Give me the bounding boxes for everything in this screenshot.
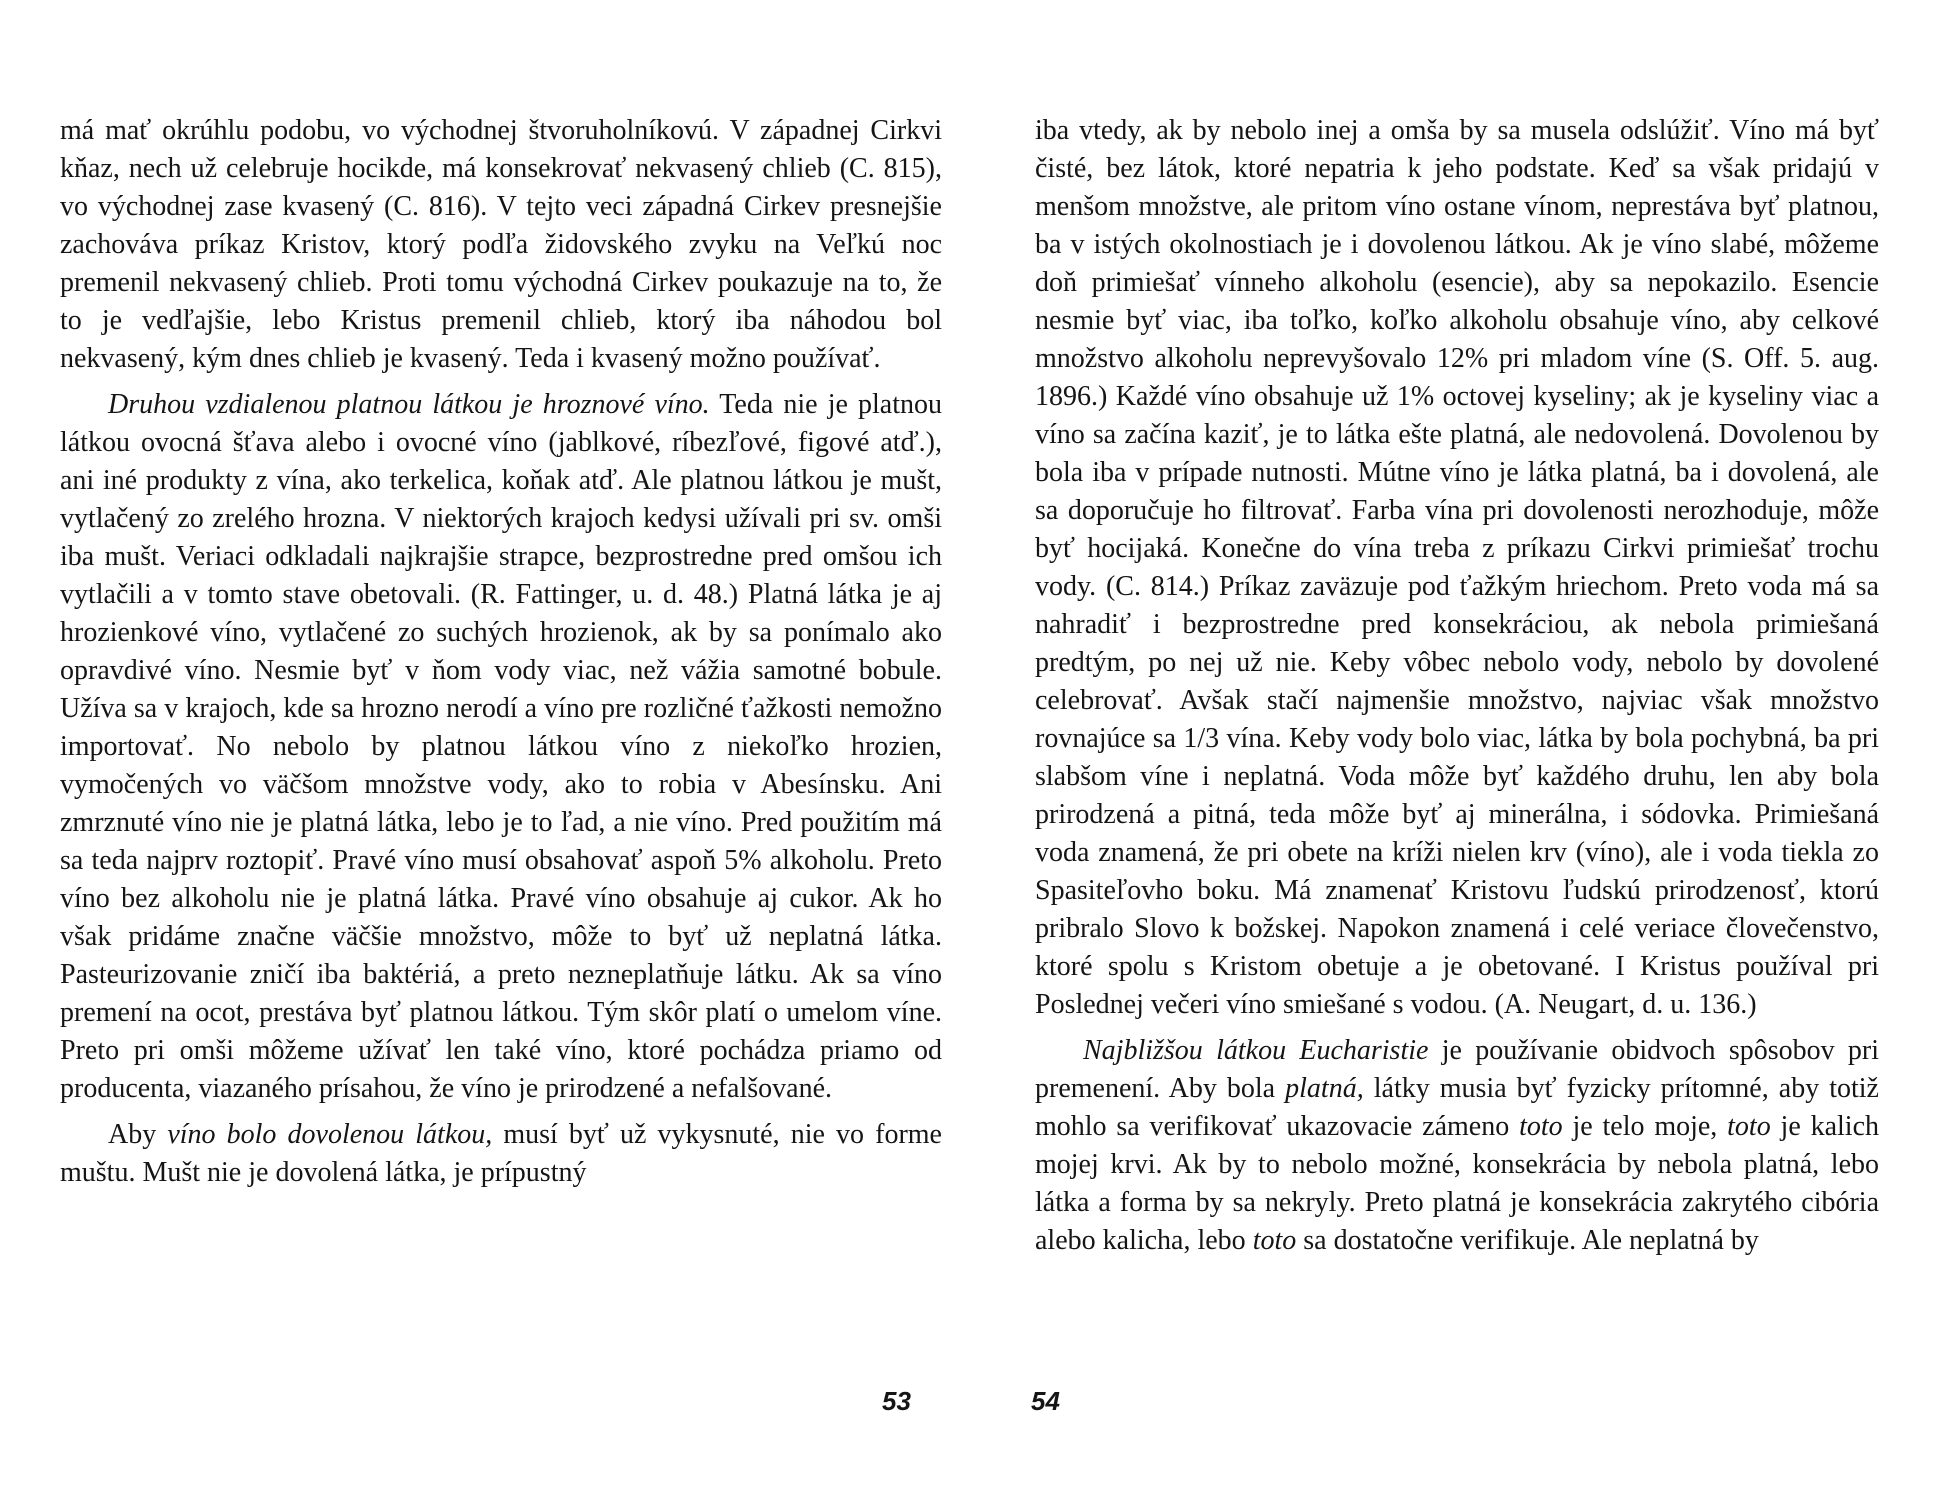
page-number: 53 <box>882 1386 911 1416</box>
left-paragraph-1 <box>60 112 942 378</box>
right-p2-seg1: Najbližšou látkou Eucharistie <box>1083 1035 1429 1066</box>
right-p1-seg1: iba vtedy, ak by nebolo inej a omša by sa musela odslúžiť. Víno má byť čisté, bez látok, ktoré nepatria k jeho podstate. Keď sa však pridajú v menšom množstve, ale pritom víno ostane vínom, neprestáva byť platnou, ba v istých okolnostiach je i dovolenou látkou. Ak je víno slabé, môžeme doň primiešať vínneho alkoholu (esencie), aby sa nepokazilo. Esencie nesmie byť viac, iba toľko, koľko alkoholu obsahuje víno, aby celkové množstvo alkoholu neprevyšovalo 12% pri mladom víne (S. Off. 5. aug. 1896.) Každé víno obsahuje už 1% octovej kyseliny; ak je kyseliny viac a víno sa začína kaziť, je to látka ešte platná, ale nedovolená. Dovolenou by bola iba v prípade nutnosti. Mútne víno je látka platná, ba i dovolená, ale sa doporučuje ho filtrovať. Farba vína pri dovolenosti nerozhoduje, môže byť hocijaká. Konečne do vína treba z príkazu Cirkvi primiešať trochu vody. (C. 814.) Príkaz zaväzuje pod ťažkým hriechom. Preto voda má sa nahradiť i bezprostredne pred konsekráciou, ak nebola primiešaná predtým, po nej už nie. Keby vôbec nebolo vody, nebolo by dovolené celebrovať. Avšak stačí najmenšie množstvo, najviac však množstvo rovnajúce sa 1/3 vína. Keby vody bolo viac, látka by bola pochybná, ba pri slabšom víne i neplatná. Voda môže byť každého druhu, len aby bola prirodzená a pitná, teda môže byť aj minerálna, i sódovka. Primiešaná voda znamená, že pri obete na kríži nielen krv (víno), ale i voda tiekla zo Spasiteľovho boku. Má znamenať Kristovu ľudskú prirodzenosť, ktorú pribralo Slovo k božskej. Napokon znamená i celé veriace človečenstvo, ktoré spolu s Kristom obetuje a je obetované. I Kristus používal pri Poslednej večeri víno smiešané s vodou. (A. Neugart, d. u. 136.) <box>1035 115 1879 1020</box>
right-p2-seg2: je používanie obidvoch spôsobov pri premenení. Aby bola <box>1035 1035 1880 1104</box>
right-p2-seg7: toto <box>1727 1111 1771 1142</box>
left-page-text <box>60 112 942 1200</box>
left-p1-seg1: má mať okrúhlu podobu, vo východnej štvoruholníkovú. V západnej Cirkvi kňaz, nech už celebruje hocikde, má konsekrovať nekvasený chlieb (C. 815), vo východnej zase kvasený (C. 816). V tejto veci západná Cirkev presnejšie zachováva príkaz Kristov, ktorý podľa židovského zvyku na Veľkú noc premenil nekvasený chlieb. Proti tomu východná Cirkev poukazuje na to, že to je vedľajšie, lebo Kristus premenil chlieb, ktorý iba náhodou bol nekvasený, kým dnes chlieb je kvasený. Teda i kvasený možno používať. <box>60 115 942 374</box>
right-page <box>971 0 1942 1500</box>
left-paragraph-2 <box>60 386 942 1108</box>
right-paragraph-1 <box>1035 112 1879 1024</box>
left-p2-seg2: Teda nie je platnou látkou ovocná šťava alebo i ovocné víno (jablkové, ríbezľové, figové atď.), ani iné produkty z vína, ako terkelica, koňak atď. Ale platnou látkou je mušt, vytlačený zo zrelého hrozna. V niektorých krajoch kedysi užívali pri sv. omši iba mušt. Veriaci odkladali najkrajšie strapce, bezprostredne pred omšou ich vytlačili a v tomto stave obetovali. (R. Fattinger, u. d. 48.) Platná látka je aj hrozienkové víno, vytlačené zo suchých hrozienok, ak by sa ponímalo ako opravdivé víno. Nesmie byť v ňom vody viac, než vážia samotné bobule. Užíva sa v krajoch, kde sa hrozno nerodí a víno pre rozličné ťažkosti nemožno importovať. No nebolo by platnou látkou víno z niekoľko hrozien, vymočených vo väčšom množstve vody, ako to robia v Abesínsku. Ani zmrznuté víno nie je platná látka, lebo je to ľad, a nie víno. Pred použitím má sa teda najprv roztopiť. Pravé víno musí obsahovať aspoň 5% alkoholu. Preto víno bez alkoholu nie je platná látka. Pravé víno obsahuje aj cukor. Ak ho však pridáme značne väčšie množstvo, môže to byť už neplatná látka. Pasteurizovanie zničí iba baktériá, a preto nezneplatňuje látku. Ak sa víno premení na ocot, prestáva byť platnou látkou. Tým skôr platí o umelom víne. Preto pri omši môžeme užívať len také víno, ktoré pochádza priamo od producenta, viazaného prísahou, že víno je prirodzené a nefalšované. <box>60 389 942 1104</box>
left-p2-seg1: Druhou vzdialenou platnou látkou je hroznové víno. <box>108 389 710 420</box>
right-p2-seg6: je telo moje, <box>1562 1111 1728 1142</box>
left-p3-seg3: musí byť už vykysnuté, nie vo forme muštu. Mušt nie je dovolená látka, je prípustný <box>60 1119 942 1188</box>
left-paragraph-3 <box>60 1116 942 1192</box>
right-page-text <box>1035 112 1879 1268</box>
page-number: 54 <box>1031 1386 1060 1416</box>
left-p3-seg1: Aby <box>108 1119 168 1150</box>
right-p2-seg4: látky musia byť fyzicky prítomné, aby totiž mohlo sa verifikovať ukazovacie zámeno <box>1035 1073 1879 1142</box>
right-p2-seg8: je kalich mojej krvi. Ak by to nebolo možné, konsekrácia by nebola platná, lebo látka a forma by sa nekryly. Preto platná je konsekrácia zakrytého cibória alebo kalicha, lebo <box>1035 1111 1879 1256</box>
right-p2-seg3: platná, <box>1285 1073 1364 1104</box>
left-p3-seg2: víno bolo dovolenou látkou, <box>167 1119 493 1150</box>
right-p2-seg9: toto <box>1252 1225 1297 1256</box>
right-p2-seg5: toto <box>1519 1111 1563 1142</box>
right-paragraph-2 <box>1035 1032 1879 1260</box>
right-p2-seg10: sa dostatočne verifikuje. Ale neplatná by <box>1296 1225 1759 1256</box>
